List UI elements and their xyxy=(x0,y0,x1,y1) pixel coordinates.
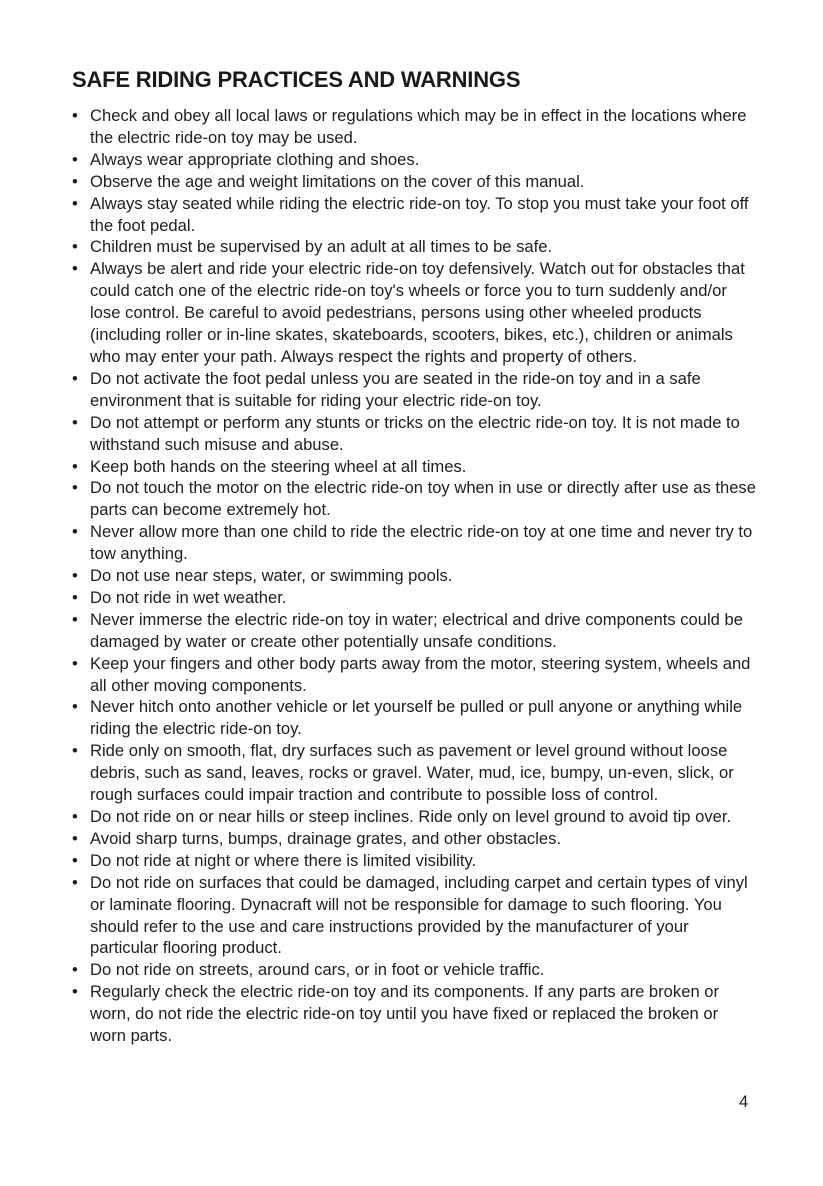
page-number: 4 xyxy=(739,1092,749,1111)
page-title: SAFE RIDING PRACTICES AND WARNINGS xyxy=(72,67,521,92)
bullet-icon: • xyxy=(72,368,78,388)
list-item xyxy=(72,609,756,653)
list-item xyxy=(72,587,756,609)
warning-text: Do not touch the motor on the electric ride-on toy when in use or directly after use as these parts can become extremely hot. xyxy=(90,478,756,520)
warning-text: Do not ride on streets, around cars, or in foot or vehicle traffic. xyxy=(90,960,545,980)
list-item xyxy=(72,653,756,697)
list-item xyxy=(72,412,756,456)
list-item xyxy=(72,828,756,850)
list-item xyxy=(72,456,756,478)
bullet-icon: • xyxy=(72,587,78,607)
bullet-icon: • xyxy=(72,237,78,257)
warning-text: Observe the age and weight limitations on the cover of this manual. xyxy=(90,171,585,191)
bullet-icon: • xyxy=(72,697,78,717)
list-item xyxy=(72,521,756,565)
list-item xyxy=(72,981,756,1047)
bullet-icon: • xyxy=(72,106,78,125)
warning-text: Ride only on smooth, flat, dry surfaces such as pavement or level ground without loose debris, such as sand, leaves, rocks or gravel. Water, mud, ice, bumpy, un-even, slick, or rough surfaces could impair traction and contribute to possible loss of control. xyxy=(90,741,734,805)
bullet-icon: • xyxy=(72,850,78,870)
bullet-icon: • xyxy=(72,259,78,279)
warning-text: Avoid sharp turns, bumps, drainage grates, and other obstacles. xyxy=(90,828,562,848)
bullet-icon: • xyxy=(72,456,78,476)
bullet-icon: • xyxy=(72,522,78,542)
list-item xyxy=(72,477,756,521)
warning-text: Do not ride in wet weather. xyxy=(90,587,287,607)
list-item xyxy=(72,872,756,960)
list-item xyxy=(72,171,756,193)
bullet-icon: • xyxy=(72,960,78,980)
bullet-icon: • xyxy=(72,653,78,673)
warning-text: Check and obey all local laws or regulations which may be in effect in the locations where the electric ride-on toy may be used. xyxy=(90,106,747,147)
warning-text: Always wear appropriate clothing and shoes. xyxy=(90,149,420,169)
bullet-icon: • xyxy=(72,828,78,848)
bullet-icon: • xyxy=(72,741,78,761)
warning-text: Do not ride on or near hills or steep inclines. Ride only on level ground to avoid tip over. xyxy=(90,807,732,826)
bullet-icon: • xyxy=(72,982,78,1002)
list-item xyxy=(72,193,756,237)
list-item xyxy=(72,565,756,587)
warning-text: Never hitch onto another vehicle or let yourself be pulled or pull anyone or anything while riding the electric ride-on toy. xyxy=(90,697,743,739)
warnings-list xyxy=(72,105,756,1047)
bullet-icon: • xyxy=(72,566,78,586)
warning-text: Keep both hands on the steering wheel at all times. xyxy=(90,456,467,476)
warning-text: Do not ride at night or where there is limited visibility. xyxy=(90,850,477,870)
bullet-icon: • xyxy=(72,807,78,826)
warning-text: Children must be supervised by an adult at all times to be safe. xyxy=(90,237,553,257)
warning-text: Do not ride on surfaces that could be damaged, including carpet and certain types of vinyl or laminate flooring. Dynacraft will not be responsible for damage to such flooring. You should refer to the use and care instructions provided by the manufacturer of your particular flooring product. xyxy=(90,872,748,958)
warning-text: Do not attempt or perform any stunts or tricks on the electric ride-on toy. It is not made to withstand such misuse and abuse. xyxy=(90,412,740,454)
list-item xyxy=(72,696,756,740)
list-item xyxy=(72,149,756,171)
warning-text: Do not activate the foot pedal unless you are seated in the ride-on toy and in a safe environment that is suitable for riding your electric ride-on toy. xyxy=(90,368,701,410)
warning-text: Never immerse the electric ride-on toy in water; electrical and drive components could be damaged by water or create other potentially unsafe conditions. xyxy=(90,609,743,651)
bullet-icon: • xyxy=(72,478,78,498)
warning-text: Never allow more than one child to ride the electric ride-on toy at one time and never try to tow anything. xyxy=(90,522,753,564)
bullet-icon: • xyxy=(72,171,78,191)
bullet-icon: • xyxy=(72,609,78,629)
list-item xyxy=(72,850,756,872)
list-item xyxy=(72,236,756,258)
list-item xyxy=(72,806,756,828)
bullet-icon: • xyxy=(72,193,78,213)
list-item xyxy=(72,959,756,981)
warning-text: Do not use near steps, water, or swimming pools. xyxy=(90,566,453,586)
list-item xyxy=(72,258,756,368)
warning-text: Regularly check the electric ride-on toy and its components. If any parts are broken or worn, do not ride the electric ride-on toy until you have fixed or replaced the broken or worn parts. xyxy=(90,982,720,1046)
bullet-icon: • xyxy=(72,412,78,432)
bullet-icon: • xyxy=(72,149,78,169)
bullet-icon: • xyxy=(72,872,78,892)
list-item xyxy=(72,740,756,806)
warning-text: Always stay seated while riding the electric ride-on toy. To stop you must take your foot off the foot pedal. xyxy=(90,193,749,235)
warning-text: Always be alert and ride your electric ride-on toy defensively. Watch out for obstacles that could catch one of the electric ride-on toy's wheels or force you to turn suddenly and/or lose control. Be careful to avoid pedestrians, persons using other wheeled products (including roller or in-line skates, skateboards, scooters, bikes, etc.), children or animals who may enter your path. Always respect the rights and property of others. xyxy=(90,259,745,366)
list-item xyxy=(72,368,756,412)
warning-text: Keep your fingers and other body parts away from the motor, steering system, wheels and all other moving components. xyxy=(90,653,751,695)
list-item xyxy=(72,105,756,149)
